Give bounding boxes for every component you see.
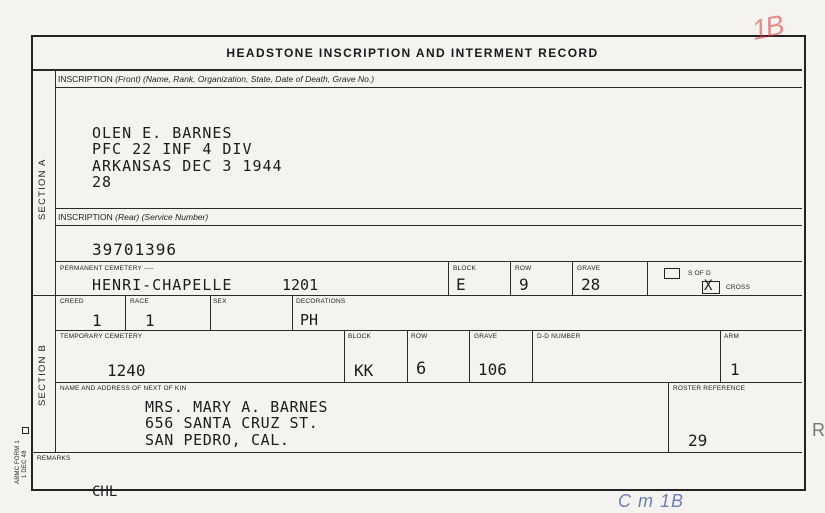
roster-reference-label: ROSTER REFERENCE bbox=[673, 385, 746, 392]
perm-block-value: E bbox=[456, 275, 466, 294]
rear-inscription-label-main: INSCRIPTION bbox=[58, 212, 113, 222]
temp-grave-value: 106 bbox=[478, 360, 507, 379]
perm-block-label: BLOCK bbox=[453, 265, 477, 272]
service-number: 39701396 bbox=[92, 240, 178, 259]
rear-inscription-label bbox=[58, 212, 208, 222]
perm-div-block bbox=[448, 261, 449, 295]
temp-div-arm bbox=[720, 330, 721, 382]
sofd-option-label: S OF D bbox=[688, 270, 711, 277]
next-of-kin-label: NAME AND ADDRESS OF NEXT OF KIN bbox=[60, 385, 187, 392]
decorations-label: DECORATIONS bbox=[296, 298, 346, 305]
remarks-top-rule bbox=[33, 452, 802, 453]
perm-row-value: 9 bbox=[519, 275, 529, 294]
arm-label: ARM bbox=[724, 333, 740, 340]
temp-cemetery-value: 1240 bbox=[107, 361, 146, 380]
rear-label-rule bbox=[56, 225, 802, 226]
decorations-value: PH bbox=[300, 311, 319, 329]
temp-block-value: KK bbox=[354, 361, 374, 380]
front-line-3: ARKANSAS DEC 3 1944 bbox=[92, 157, 283, 175]
perm-div-row bbox=[510, 261, 511, 295]
creed-value: 1 bbox=[92, 311, 102, 330]
right-edge-mark: R bbox=[812, 420, 825, 440]
temp-row-label: ROW bbox=[411, 333, 428, 340]
red-stamp-mark: 1B bbox=[749, 9, 786, 46]
permanent-cemetery-number: 1201 bbox=[282, 276, 319, 294]
form-id-line-2: 1 DEC 48 bbox=[22, 450, 28, 478]
roster-reference-value: 29 bbox=[688, 431, 708, 450]
remarks-label: REMARKS bbox=[37, 455, 71, 462]
front-label-rule bbox=[56, 87, 802, 88]
form-id-line-1: ABMC FORM 1 bbox=[15, 440, 21, 484]
form-id-box bbox=[22, 427, 29, 434]
temp-row-top bbox=[56, 330, 802, 331]
temp-grave-label: GRAVE bbox=[474, 333, 498, 340]
perm-div-grave bbox=[572, 261, 573, 295]
form-title: HEADSTONE INSCRIPTION AND INTERMENT RECORD bbox=[226, 46, 599, 60]
perm-grave-value: 28 bbox=[581, 275, 601, 294]
temp-block-label: BLOCK bbox=[348, 333, 372, 340]
front-inscription-label-main: INSCRIPTION bbox=[58, 74, 113, 84]
next-of-kin-line-3: SAN PEDRO, CAL. bbox=[145, 431, 290, 449]
permanent-row-top bbox=[56, 261, 802, 262]
temp-div-row bbox=[407, 330, 408, 382]
pencil-note: C m 1B bbox=[618, 491, 685, 511]
front-inscription-label-detail: (Front) (Name, Rank, Organization, State, Date of Death, Grave No.) bbox=[115, 74, 375, 84]
front-line-4: 28 bbox=[92, 173, 113, 191]
cross-checkbox-mark: X bbox=[704, 278, 713, 294]
next-of-kin-line-1: MRS. MARY A. BARNES bbox=[145, 398, 328, 416]
dd-number-label: D-D NUMBER bbox=[537, 333, 581, 340]
sex-label: SEX bbox=[213, 298, 227, 305]
section-b-label: SECTION B bbox=[37, 343, 48, 406]
cross-option-label: CROSS bbox=[726, 284, 751, 291]
div-race bbox=[125, 295, 126, 330]
title-divider bbox=[33, 69, 802, 71]
rear-top-rule bbox=[56, 208, 802, 209]
front-line-1: OLEN E. BARNES bbox=[92, 124, 233, 142]
kin-row-top bbox=[56, 382, 802, 383]
div-decorations bbox=[292, 295, 293, 330]
permanent-cemetery-value: HENRI-CHAPELLE bbox=[92, 276, 233, 294]
arm-value: 1 bbox=[730, 360, 740, 379]
front-line-2: PFC 22 INF 4 DIV bbox=[92, 140, 253, 158]
rear-inscription-label-detail: (Rear) (Service Number) bbox=[115, 212, 209, 222]
perm-row-label: ROW bbox=[515, 265, 532, 272]
creed-label: CREED bbox=[60, 298, 84, 305]
temp-div-block bbox=[344, 330, 345, 382]
perm-grave-label: GRAVE bbox=[577, 265, 601, 272]
roster-divider bbox=[668, 382, 669, 452]
temp-row-value: 6 bbox=[416, 359, 427, 379]
perm-div-options bbox=[647, 261, 648, 295]
remarks-value: CHL bbox=[92, 484, 118, 500]
sofd-checkbox[interactable] bbox=[664, 268, 680, 279]
temp-div-dd bbox=[532, 330, 533, 382]
temp-div-grave bbox=[469, 330, 470, 382]
div-sex bbox=[210, 295, 211, 330]
next-of-kin-line-2: 656 SANTA CRUZ ST. bbox=[145, 414, 319, 432]
temp-cemetery-label: TEMPORARY CEMETERY bbox=[60, 333, 143, 340]
race-value: 1 bbox=[145, 311, 155, 330]
section-a-label: SECTION A bbox=[37, 158, 48, 220]
front-inscription-label bbox=[58, 74, 374, 84]
permanent-cemetery-label: PERMANENT CEMETERY ---- bbox=[60, 265, 154, 272]
race-label: RACE bbox=[130, 298, 149, 305]
section-divider bbox=[33, 295, 802, 296]
